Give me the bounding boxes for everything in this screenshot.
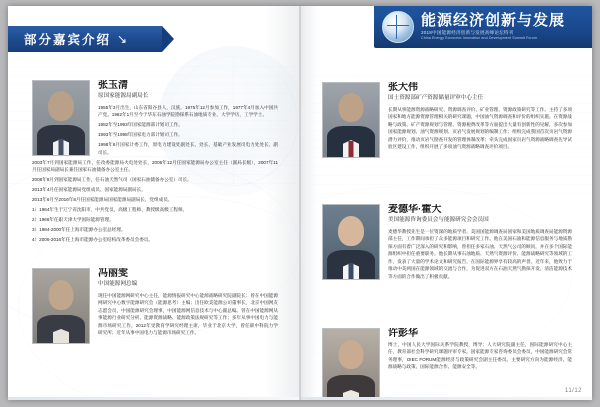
bio-paragraph: 现任中国能源网研究中心主任，能源情报研究中心能源战略研究院副院长；曾在中国能源网研究中心数字能源研究会（能源思考）主编；出任欧美能源公司董事长，北京中国网友志愿会员，中国能源研究会理事，中国能源网信息技术与中心副总编。曾在中国能源网从事能源行业研究分析、能源资源战略、能源政策法规研究等工作；多年从事中国电力与能源市场研究工作。2012年受教育学研究经理主席，毕业于北京大学，曾任职中科院力学研究所；近年从事中国电力与能源市场研究工作。 [98, 292, 278, 336]
guest-title: 美国能源咨询委员会与能源研究会会员国 [388, 217, 489, 223]
bio-paragraph: 长期从事能源资源战略研究、资源调查评价、矿业管理、资源政策研究等工作。主持了多项国家和地方能源资源管理相关的研究课题，中国油气资源调查和评价的组织实施。在资源战略与政策、矿产资源规划与管理、资源税费改革等方面提出大量有创新性的见解，多次参加国家能源规划、油气资源规划、页岩气发展规划的编制工作；组织完成我国首次页岩气资源潜力评价，推动页岩气勘查开发的管理体制改革；牵头完成国家页岩气资源战略调查先导试验区建设工作，组织开展了多项油气资源战略调查评价项目。 [388, 106, 572, 150]
bio-paragraph: 1993年至1998年国家电力部计划司工作。 [98, 132, 183, 138]
guest-title: 国土资源部矿产资源储量评审中心主任 [388, 95, 484, 101]
page-bottom-rule [300, 397, 592, 400]
section-banner-label: 部分嘉宾介绍 [24, 33, 112, 47]
bio-paragraph: 4）2006-2016年任上海市能源办公室结构改革委员会委员。 [32, 236, 153, 242]
masthead-title: 能源经济创新与发展 [421, 12, 566, 30]
portrait-photo-zhang-dawei [322, 82, 380, 158]
guest-bio-mathias [322, 204, 572, 283]
arrow-down-right-icon: ↘ [117, 32, 130, 46]
portrait-photo-xu-yuhua [322, 328, 380, 400]
guest-bio-xu-yuhua [322, 328, 572, 400]
guest-name: 张大伟 [388, 82, 418, 93]
bio-paragraph: 2013年6月至2016年8月任国家能源局国家能源局副局长、党组成员。 [32, 196, 173, 202]
guest-bio-zhang-yuqing [32, 80, 278, 246]
bio-paragraph: 1）1964年生于辽宁省沈阳市，中共党员，高级工程师、教授级高级工程师。 [32, 206, 188, 212]
guest-name: 冯丽雯 [98, 268, 128, 279]
guest-bio-zhang-dawei [322, 82, 572, 160]
guest-title: 原国家能源局副局长 [98, 93, 149, 99]
guest-title: 中国能源网总编 [98, 281, 138, 287]
magazine-spread [8, 6, 592, 400]
bio-paragraph: 1998年6月国家计委工作，原电力建设处副处长、处长，基础产业发展司电力处处长、副司长。 [98, 142, 278, 155]
bio-paragraph: 2013年4月任国家能源局党组成员、国家能源局副局长。 [32, 186, 146, 192]
bio-paragraph: 博士，中国人民大学国际关系学院教授，博导；人大研究院副主任，国际能源研究中心主任，教育部社会科学研究课题评审专家。国家能源专家咨询委员会委员，中国能源研究会常务理事，OIEC FORUM能源经济与政策研究会副主任委员。主要研究方向为能源经济、能源战略与政策、国际能源合作、能源安全等。 [388, 342, 572, 370]
right-page [300, 6, 592, 400]
guest-name: 许彭华 [388, 328, 418, 339]
portrait-photo-mathias [322, 204, 380, 280]
page-bottom-rule [8, 397, 300, 400]
masthead-subtitle-en: China Energy Economic Innovation and Development Summit Forum [421, 35, 537, 40]
bio-paragraph: 3）1984-2000年任上海市能源办公室总经理。 [32, 226, 126, 232]
page-number: 11/12 [564, 388, 582, 394]
bio-paragraph: 1955年3月出生，山东省阳谷县人，汉族。1975年12月参加工作，1977年4月加入中国共产党。1982年1月至今于华东石油学院勘探系石油地质专业、大学学历，工学学士。 [98, 104, 278, 118]
bio-paragraph: 2003年7月到国家能源局工作，任改委能源局火电处处长，2005年12月任国家能源局办公室主任（副局长级），2007年11月任国家局副局长兼任国家石油储备办公室主任。 [32, 159, 278, 173]
bio-paragraph: 2）1966年任职天津大学国际能源管理。 [32, 216, 114, 222]
portrait-photo-zhang-yuqing [32, 80, 90, 156]
left-page [8, 6, 300, 400]
bio-paragraph: 2008年8月到国家能源局工作，任石油天然气司（国家石油储备办公室）司长。 [32, 176, 192, 182]
masthead-subtitle-cn: 2018中国能源经济创新与发展高峰论坛特刊 [421, 30, 514, 36]
bio-paragraph: 麦德华教授先生是一位资深的地质学者，美国国能源调查局国家和美国地质调查局能源资源部主任，工作期间承担了众多能源项目和研究工作。他在美国石油和能源信息服务与地质勘探方面有着广泛深入的研究和影响，曾担任多家石油、天然气公司的顾问，并在多个国际能源组织中担任重要职务。他长期从事石油地质、天然气资源评价、能源战略研究等领域的工作，发表了大量的学术论文和研究报告，在国际能源界享有较高的声誉。近年来，他致力于推动中美两国在能源领域的交流与合作，为促进双方在石油天然气勘探开发、清洁能源技术等方面的合作做出了积极贡献。 [388, 228, 572, 279]
bio-paragraph: 1982年至1993年国家能源部计划司工作。 [98, 122, 183, 128]
guest-name: 麦德华·霍大 [388, 204, 442, 215]
spread-gutter [299, 6, 301, 400]
section-banner [8, 26, 162, 52]
masthead [374, 6, 592, 48]
guest-name: 张玉清 [98, 80, 128, 91]
globe-logo-icon [382, 11, 414, 43]
portrait-photo-ma-lijuan [32, 268, 90, 344]
guest-bio-ma-lijuan [32, 268, 278, 346]
